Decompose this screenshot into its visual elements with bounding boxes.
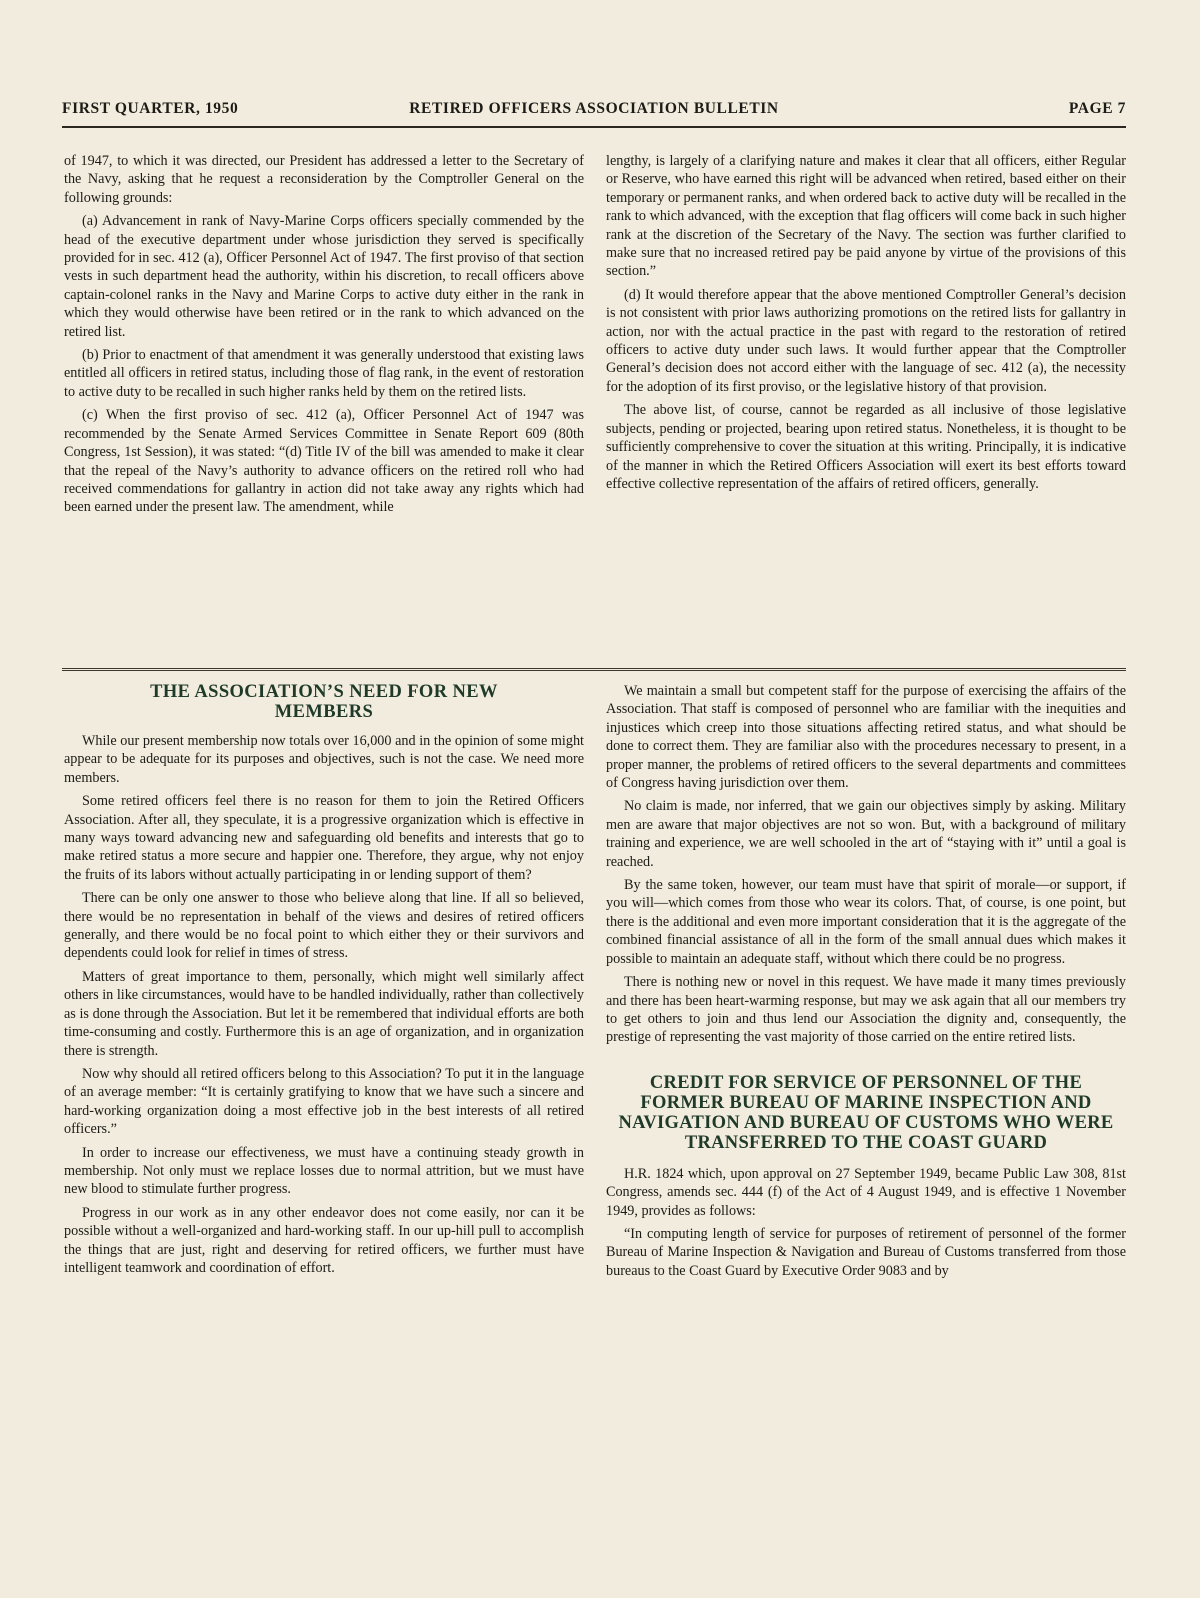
paragraph: No claim is made, nor inferred, that we gain our objectives simply by asking. Military men are aware that major objectives are not so won. But, with a background of military training and experience, we are well schooled in the art of “staying with it” until a goal is reached.: [606, 798, 1126, 870]
paragraph: (c) When the first proviso of sec. 412 (a), Officer Personnel Act of 1947 was recommended by the Senate Armed Services Committee in Senate Report 609 (80th Congress, 1st Session), it was stated: “(d) Title IV of the bill was amended to make it clear that the repeal of the Navy’s authority to advance officers on the retired roll who had received commendations for gallantry in action did not take away any rights which had been earned under the present law. The amendment, while: [64, 407, 584, 516]
top-right-column: [606, 152, 1126, 498]
issue-date: FIRST QUARTER, 1950: [62, 100, 239, 117]
paragraph: While our present membership now totals over 16,000 and in the opinion of some might appear to be adequate for its purposes and objectives, such is not the case. We need more members.: [64, 733, 584, 786]
section-divider: [62, 668, 1126, 671]
paragraph: In order to increase our effectiveness, we must have a continuing steady growth in membership. Not only must we replace losses due to normal attrition, but we must have new blood to stimulate further progress.: [64, 1144, 584, 1198]
headline-line: MEMBERS: [274, 702, 374, 722]
publication-title: RETIRED OFFICERS ASSOCIATION BULLETIN: [409, 100, 779, 117]
paragraph: Some retired officers feel there is no reason for them to join the Retired Officers Association. After all, they speculate, it is a progressive organization which is effective in many ways toward advancing new and safeguarding old benefits and interests that go to make retired status a more secure and happier one. Therefore, they argue, why not enjoy the fruits of its labors without actually participating in or lending support of them?: [64, 793, 584, 883]
paragraph: “In computing length of service for purposes of retirement of personnel of the former Bureau of Marine Inspection & Navigation and Bureau of Customs transferred from those bureaus to the Coast Guard by Executive Order 9083 and by: [606, 1225, 1126, 1279]
article-membership-right: [606, 682, 1126, 1285]
paragraph: of 1947, to which it was directed, our President has addressed a letter to the Secretary of the Navy, asking that he request a reconsideration by the Comptroller General on the following grounds:: [64, 153, 584, 206]
header-rule: [62, 126, 1126, 128]
paragraph: Now why should all retired officers belong to this Association? To put it in the language of an average member: “It is certainly gratifying to know that we have such a sincere and hard-working organization doing a most effective job in the best interests of all retired officers.”: [64, 1065, 584, 1138]
article-headline: [64, 682, 584, 722]
paragraph: Progress in our work as in any other endeavor does not come easily, nor can it be possible without a well-organized and hard-working staff. In our up-hill pull to accomplish the things that are just, right and deserving for retired officers, we further must have intelligent teamwork and coordination of effort.: [64, 1204, 584, 1276]
paragraph: H.R. 1824 which, upon approval on 27 September 1949, became Public Law 308, 81st Congress, amends sec. 444 (f) of the Act of 4 August 1949, and is effective 1 November 1949, provides as follows:: [606, 1165, 1126, 1219]
article-membership-left: [64, 682, 584, 1282]
paragraph: By the same token, however, our team must have that spirit of morale—or support, if you will—which comes from those who wear its colors. That, of course, is one point, but there is the additional and even more important consideration that it is the aggregate of the combined financial assistance of all in the form of the small annual dues which makes it possible to maintain an adequate staff, without which there could be no progress.: [606, 877, 1126, 967]
headline-line: THE ASSOCIATION’S NEED FOR NEW: [150, 682, 498, 702]
paragraph: We maintain a small but competent staff for the purpose of exercising the affairs of the Association. That staff is composed of personnel who are familiar with the inequities and injustices which creep into those situations affecting retired status, and what should be done to correct them. They are familiar also with the procedures necessary to present, in a proper manner, the problems of retired officers to the several departments and committees of Congress having jurisdiction over them.: [606, 683, 1126, 792]
paragraph: The above list, of course, cannot be regarded as all inclusive of those legislative subjects, pending or projected, bearing upon retired status. Nonetheless, it is thought to be sufficiently comprehensive to cover the situation at this writing. Principally, it is indicative of the manner in which the Retired Officers Association will exert its best efforts toward effective collective representation of the affairs of retired officers, generally.: [606, 402, 1126, 492]
paragraph: Matters of great importance to them, personally, which might well similarly affect others in like circumstances, would have to be handled individually, rather than collectively as is done through the Association. But let it be remembered that individual efforts are both time-consuming and costly. Furthermore this is an age of organization, and in organization there is strength.: [64, 968, 584, 1059]
paragraph: There can be only one answer to those who believe along that line. If all so believed, there would be no representation in behalf of the views and desires of retired officers generally, and there would be no focal point to which either they or their survivors and dependents could look for relief in times of stress.: [64, 890, 584, 962]
paragraph: (b) Prior to enactment of that amendment it was generally understood that existing laws entitled all officers in retired status, including those of flag rank, in the event of restoration to active duty to be recalled in such higher ranks held by them on the retired lists.: [64, 347, 584, 400]
article-headline-coast-guard: CREDIT FOR SERVICE OF PERSONNEL OF THE FORMER BUREAU OF MARINE INSPECTION AND NAVIGATION AND BUREAU OF CUSTOMS WHO WERE TRANSFERRED TO THE COAST GUARD: [618, 1072, 1114, 1153]
paragraph: (a) Advancement in rank of Navy-Marine Corps officers specially commended by the head of the executive department under whose jurisdiction they served is specifically provided for in sec. 412 (a), Officer Personnel Act of 1947. The first proviso of that section vests in such department head the authority, within his discretion, to recall officers above captain-colonel ranks in the Navy and Marine Corps to active duty either in the rank in which they would otherwise have been retired or in the rank to which advanced on the retired list.: [64, 213, 584, 340]
paragraph: There is nothing new or novel in this request. We have made it many times previously and there has been heart-warming response, but may we ask again that all our members try to get others to join and thus lend our Association the dignity and, consequently, the prestige of representing the vast majority of those carried on the entire retired lists.: [606, 974, 1126, 1046]
running-header: [62, 100, 1126, 122]
page-number: PAGE 7: [1068, 100, 1126, 117]
paragraph: (d) It would therefore appear that the above mentioned Comptroller General’s decision is not consistent with prior laws authorizing promotions on the retired lists for gallantry in action, nor with the actual practice in the past with regard to the restoration of retired officers to active duty under such laws. It would further appear that the Comptroller General’s decision does not accord either with the language of sec. 412 (a), the necessity for the adoption of its first proviso, or the legislative history of that provision.: [606, 286, 1126, 395]
top-left-column: [64, 152, 584, 522]
paragraph: lengthy, is largely of a clarifying nature and makes it clear that all officers, either Regular or Reserve, who have earned this right will be advanced when retired, based either on their temporary or permanent ranks, and when ordered back to active duty will be recalled in the rank to which advanced, with the exception that flag officers will come back in such higher rank at the discretion of the Secretary of the Navy. The section was further clarified to make sure that no increased retired pay be paid anyone by virtue of the provisions of this section.”: [606, 153, 1126, 280]
